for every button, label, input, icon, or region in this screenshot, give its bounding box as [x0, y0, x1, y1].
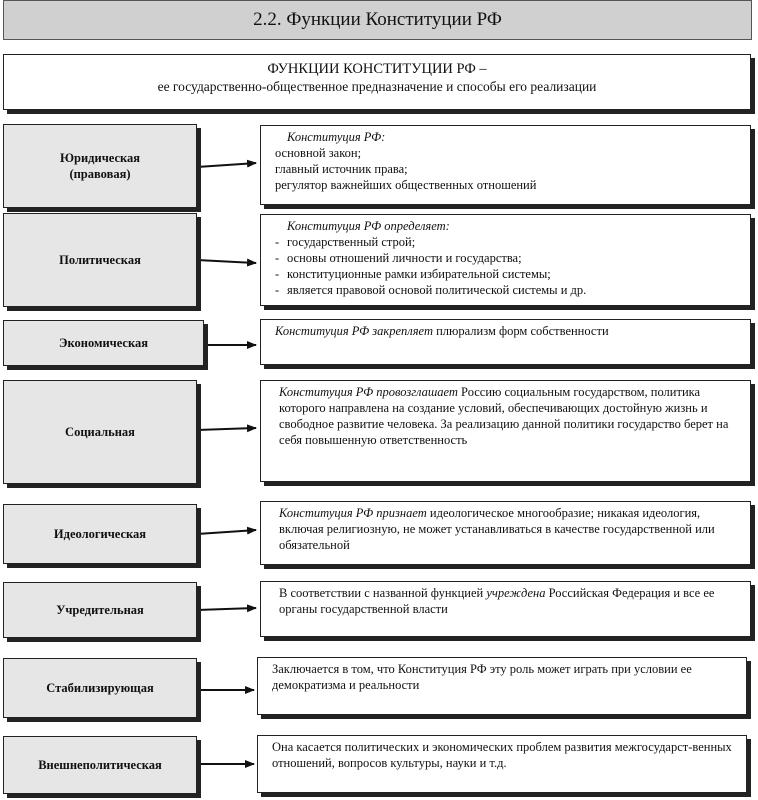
description-text: Россию социальным государством, политика которого направлена на создание условий, обеспечивающих достойную жизнь и свободное развитие человека. За реализацию данной политики государство берет на себя повышенную ответственность — [279, 385, 729, 447]
description-lead: Конституция РФ закрепляет — [275, 324, 433, 338]
description-political — [260, 214, 751, 306]
arrow-juridical — [197, 163, 256, 167]
description-line: основной закон; — [275, 146, 362, 160]
description-lead: учреждена — [486, 586, 546, 600]
function-ideological — [3, 504, 197, 564]
function-juridical — [3, 124, 197, 208]
function-economic — [3, 320, 204, 366]
description-text: идеологическое многообразие; никакая идеология, включая религиозную, не может устанавливаться в качестве государственной или обязательной — [279, 506, 715, 552]
description-social — [260, 380, 751, 482]
definition-text: ее государственно-общественное предназначение и способы его реализации — [157, 79, 597, 94]
page-title-text: 2.2. Функции Конституции РФ — [253, 9, 502, 30]
description-juridical — [260, 125, 751, 205]
function-name: Юридическая (правовая) — [59, 151, 141, 181]
description-text: плюрализм форм собственности — [432, 324, 609, 338]
description-lead: Конституция РФ провозглашает — [279, 385, 458, 399]
function-name: Стабилизирующая — [46, 681, 154, 695]
list-item: - является правовой основой политической системы и др. — [275, 282, 742, 298]
description-stabilizing — [257, 657, 747, 715]
list-item: - конституционные рамки избирательной системы; — [275, 266, 742, 282]
description-pre: В соответствии с названной функцией — [279, 586, 487, 600]
function-stabilizing — [3, 658, 197, 718]
description-line: регулятор важнейших общественных отношений — [275, 178, 537, 192]
description-ideological — [260, 501, 751, 565]
arrow-social — [197, 428, 256, 430]
description-lead: Конституция РФ признает — [279, 506, 427, 520]
description-text: Заключается в том, что Конституция РФ эту роль может играть при условии ее демократизма и реальности — [272, 662, 692, 692]
arrow-political — [197, 260, 256, 263]
function-name: Идеологическая — [53, 527, 147, 541]
function-name: Социальная — [65, 425, 135, 439]
function-name: Экономическая — [58, 336, 149, 350]
description-foreign — [257, 735, 747, 793]
function-name: Учредительная — [56, 603, 144, 617]
definition-heading: ФУНКЦИИ КОНСТИТУЦИИ РФ – — [267, 61, 487, 77]
description-lead: Конституция РФ определяет: — [287, 219, 450, 233]
description-text: Она касается политических и экономических проблем развития межгосударст-венных отношений, вопросов культуры, науки и т.д. — [272, 740, 732, 770]
arrow-ideological — [197, 530, 256, 534]
description-list — [275, 234, 742, 298]
arrow-constituent — [197, 608, 256, 610]
function-name: Внешнеполитическая — [38, 758, 162, 772]
description-economic — [260, 319, 751, 365]
list-item: - государственный строй; — [275, 234, 742, 250]
description-line: главный источник права; — [275, 162, 408, 176]
description-constituent — [260, 581, 751, 637]
list-item: - основы отношений личности и государства; — [275, 250, 742, 266]
function-political — [3, 213, 197, 307]
description-text: Российская Федерация и все ее органы государственной власти — [279, 586, 715, 616]
function-name: Политическая — [59, 253, 141, 267]
function-foreign — [3, 736, 197, 794]
function-social — [3, 380, 197, 484]
function-constituent — [3, 582, 197, 638]
description-lead: Конституция РФ: — [287, 130, 386, 144]
